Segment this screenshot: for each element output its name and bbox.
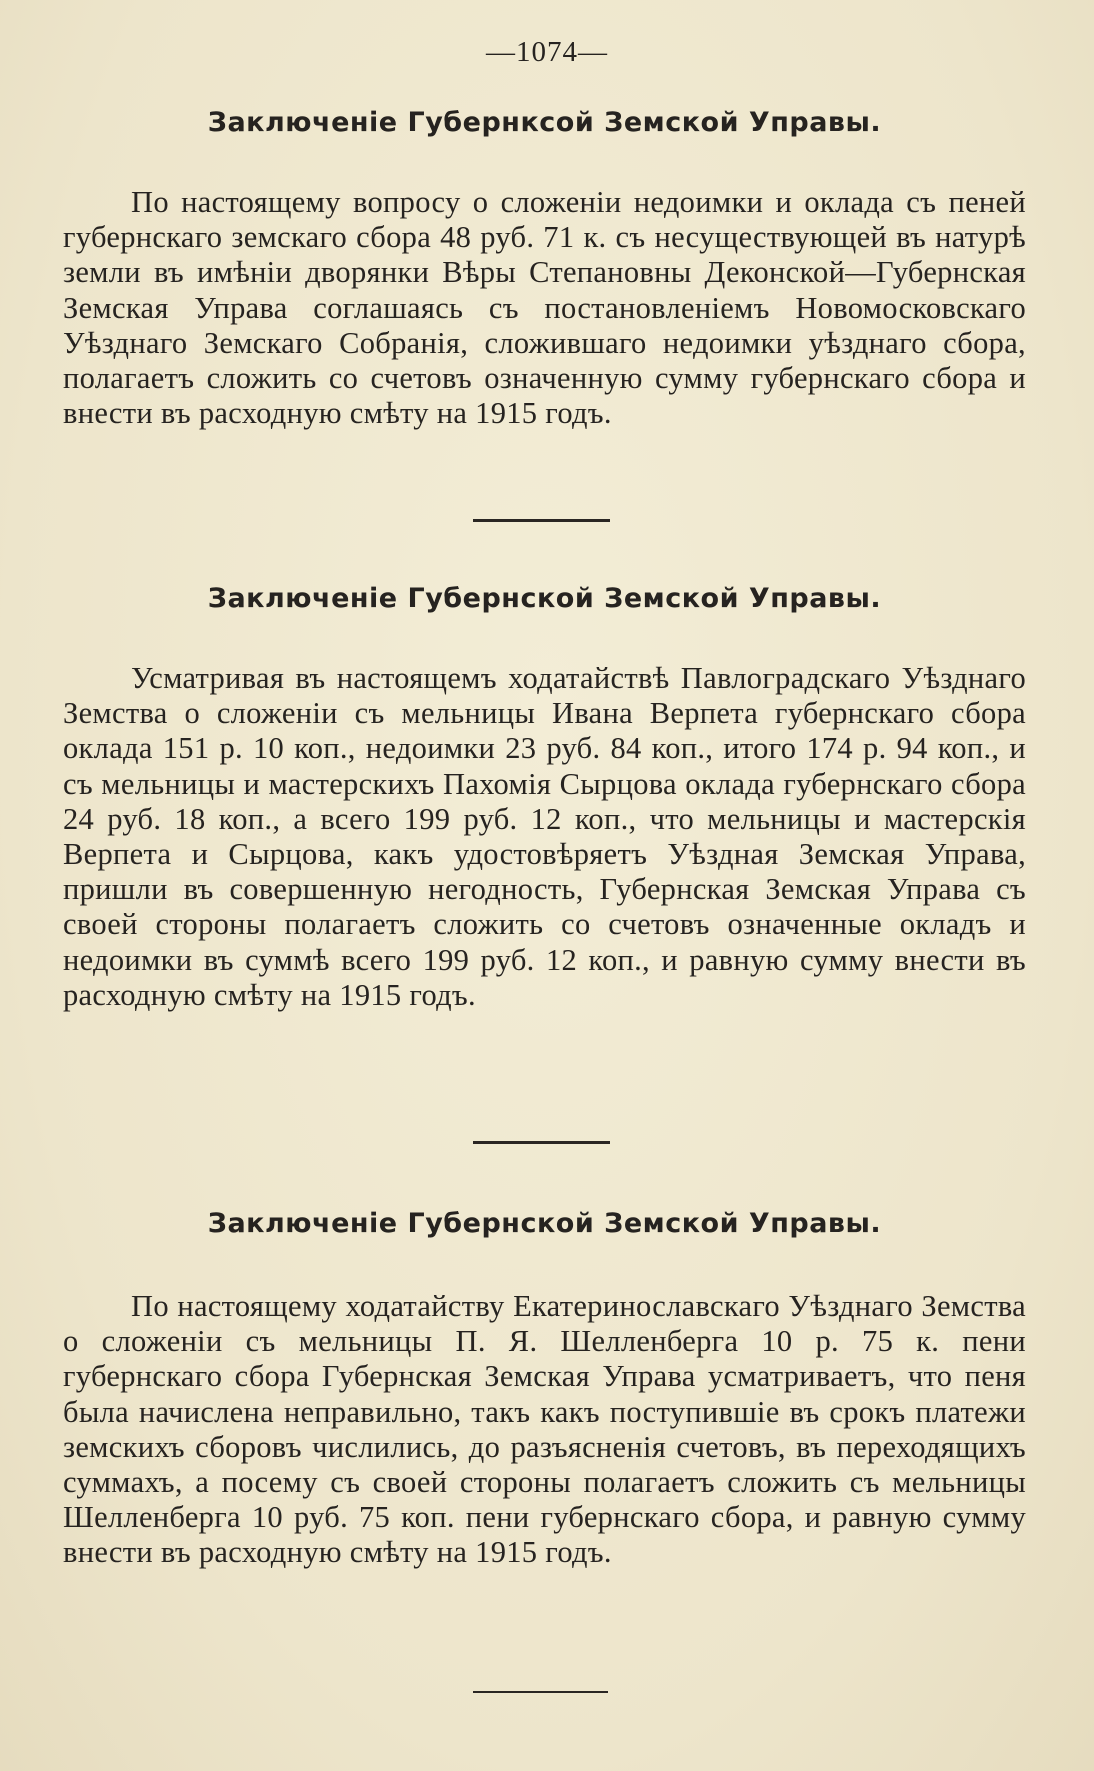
section-paragraph: По настоящему ходатайству Екатеринославскаго Уѣзднаго Земства о сложеніи съ мельницы П. Я. Шелленберга 10 р. 75 к. пени губернскаго сбора Губернская Земская Управа усматриваетъ, что пеня была начислена неправильно, такъ какъ поступившіе въ срокъ платежи земскихъ сборовъ числились, до разъясненія счетовъ, въ переходящихъ суммахъ, а посему съ своей стороны полагаетъ сложить съ мельницы Шелленберга 10 руб. 75 коп. пени губернскаго сбора, и равную сумму внести въ расходную смѣту на 1915 годъ. [63,1289,1026,1570]
section-divider [473,519,610,522]
section-heading: Заключеніе Губернской Земской Управы. [207,583,882,614]
conclusion-section-2 [63,583,1026,1013]
section-paragraph: Усматривая въ настоящемъ ходатайствѣ Павлоградскаго Уѣзднаго Земства о сложеніи съ мельницы Ивана Верпета губернскаго сбора оклада 151 р. 10 коп., недоимки 23 руб. 84 коп., итого 174 р. 94 коп., и съ мельницы и мастерскихъ Пахомія Сырцова оклада губернскаго сбора 24 руб. 18 коп., а всего 199 руб. 12 коп., что мельницы и мастерскія Верпета и Сырцова, какъ удостовѣряетъ Уѣздная Земская Управа, пришли въ совершенную негодность, Губернская Земская Управа съ своей стороны полагаетъ сложить со счетовъ означенные окладъ и недоимки въ суммѣ всего 199 руб. 12 коп., и равную сумму внести въ расходную смѣту на 1915 годъ. [63,661,1026,1012]
conclusion-section-1 [63,107,1026,431]
section-divider [473,1141,610,1144]
page-number: —1074— [486,36,608,68]
section-heading: Заключеніе Губернской Земской Управы. [207,1208,882,1239]
conclusion-section-3 [63,1208,1026,1571]
section-heading: Заключеніе Губернксой Земской Управы. [207,107,882,138]
section-divider [473,1691,608,1693]
section-paragraph: По настоящему вопросу о сложеніи недоимки и оклада съ пеней губернскаго земскаго сбора 48 руб. 71 к. съ несуществующей въ натурѣ земли въ имѣніи дворянки Вѣры Степановны Деконской—Губернская Земская Управа соглашаясь съ постановленіемъ Новомосковскаго Уѣзднаго Земскаго Собранія, сложившаго недоимки уѣзднаго сбора, полагаетъ сложить со счетовъ означенную сумму губернскаго сбора и внести въ расходную смѣту на 1915 годъ. [63,185,1026,431]
